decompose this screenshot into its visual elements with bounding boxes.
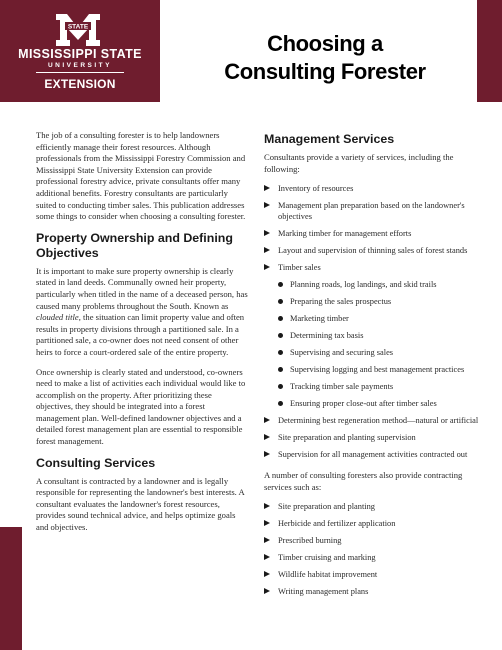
logo-mark-text: STATE xyxy=(67,23,89,31)
sub-list-item: Supervising and securing sales xyxy=(278,347,484,358)
title-line-1: Choosing a xyxy=(267,31,383,56)
triangle-bullet-icon xyxy=(264,247,270,253)
heading-property-ownership: Property Ownership and Defining Objectives xyxy=(36,230,233,260)
triangle-bullet-icon xyxy=(264,417,270,423)
list-item: Wildlife habitat improvement xyxy=(264,569,484,580)
list-item: Writing management plans xyxy=(264,586,484,597)
list-item: Management plan preparation based on the landowner's objectives xyxy=(264,200,484,222)
triangle-bullet-icon xyxy=(264,185,270,191)
heading-consulting-services: Consulting Services xyxy=(36,455,156,470)
triangle-bullet-icon xyxy=(264,503,270,509)
round-bullet-icon xyxy=(278,401,283,406)
triangle-bullet-icon xyxy=(264,537,270,543)
clouded-title-term: clouded title xyxy=(36,312,79,323)
list-item: Determining best regeneration method—natural or artificial xyxy=(264,415,484,426)
sub-list-item: Marketing timber xyxy=(278,313,484,324)
list-item: Site preparation and planting supervision xyxy=(264,432,484,443)
sub-list-item: Preparing the sales prospectus xyxy=(278,296,484,307)
msu-extension-logo xyxy=(0,0,160,102)
intro-paragraph: The job of a consulting forester is to help landowners efficiently manage their forest resources. Although professionals from the Mississippi Forestry Commission and Mississippi State University Extension can provide professional forestry advice, private consultants offer many additional benefits. Forestry consultants are particularly suited to conducting timber sales. This publication addresses some things to consider when choosing a consulting forester. xyxy=(36,130,246,222)
consulting-paragraph: A consultant is contracted by a landowner and is legally responsible for representing the landowner's best interests. A consultant evaluates the landowner's forest resources, provides sound technical advice, and helps optimize goals and objectives. xyxy=(36,475,245,533)
page-title xyxy=(190,30,460,86)
sub-list-item: Ensuring proper close-out after timber sales xyxy=(278,398,484,409)
triangle-bullet-icon xyxy=(264,434,270,440)
sub-list-item: Planning roads, log landings, and skid trails xyxy=(278,279,484,290)
sub-list-item: Supervising logging and best management practices xyxy=(278,364,484,375)
logo-university-name: MISSISSIPPI STATE xyxy=(18,47,142,61)
triangle-bullet-icon xyxy=(264,264,270,270)
round-bullet-icon xyxy=(278,282,283,287)
triangle-bullet-icon xyxy=(264,554,270,560)
sub-list-item: Tracking timber sale payments xyxy=(278,381,484,392)
list-item: Inventory of resources xyxy=(264,183,484,194)
round-bullet-icon xyxy=(278,384,283,389)
round-bullet-icon xyxy=(278,299,283,304)
left-column xyxy=(36,130,250,542)
sub-list-item: Determining tax basis xyxy=(278,330,484,341)
list-item: Layout and supervision of thinning sales of forest stands xyxy=(264,245,484,256)
msu-m-logo-icon xyxy=(53,10,103,48)
logo-extension-word: EXTENSION xyxy=(44,77,116,91)
list-item: Herbicide and fertilizer application xyxy=(264,518,484,529)
triangle-bullet-icon xyxy=(264,202,270,208)
round-bullet-icon xyxy=(278,333,283,338)
round-bullet-icon xyxy=(278,316,283,321)
management-services-list xyxy=(264,183,484,460)
list-item: Site preparation and planting xyxy=(264,501,484,512)
triangle-bullet-icon xyxy=(264,451,270,457)
logo-divider xyxy=(36,72,124,73)
property-paragraph-2: Once ownership is clearly stated and understood, co-owners need to make a list of activities each individual would like to accomplish on the property. After prioritizing these objectives, they should be integrated into a forest management plan. Well-defined landowner objectives and a detailed forest management plan are essential to responsible forest management. xyxy=(36,366,246,447)
list-item: Supervision for all management activities contracted out xyxy=(264,449,484,460)
list-item: Timber sales Planning roads, log landings, and skid trails Preparing the sales prospectus Marketing timber Determining tax basis Supervising and securing sales Supervising logging and best management practices Tracking timber sale payments Ensuring proper close-out after timber sales xyxy=(264,262,484,409)
triangle-bullet-icon xyxy=(264,571,270,577)
logo-university-word: UNIVERSITY xyxy=(47,62,112,69)
list-item: Prescribed burning xyxy=(264,535,484,546)
list-item: Marking timber for management efforts xyxy=(264,228,484,239)
title-line-2: Consulting Forester xyxy=(224,59,426,84)
round-bullet-icon xyxy=(278,367,283,372)
property-paragraph-1: It is important to make sure property ownership is clearly stated in land deeds. Communally owned heir property, particularly when titled in the name of a deceased person, has caused many problems throughout the South. Known as clouded title, the situation can limit property value and often results in property divisions through a partitioned sale. In a partitioned sale, a co-owner does not need consent of other heirs to force a court-ordered sale of the entire property. xyxy=(36,265,248,357)
right-column xyxy=(264,130,484,603)
contracting-services-list xyxy=(264,501,484,597)
timber-sales-sublist xyxy=(278,279,484,409)
header-accent-strip xyxy=(477,0,502,102)
list-item: Timber cruising and marking xyxy=(264,552,484,563)
triangle-bullet-icon xyxy=(264,588,270,594)
management-intro: Consultants provide a variety of services, including the following: xyxy=(264,152,454,174)
contracting-intro: A number of consulting foresters also provide contracting services such as: xyxy=(264,470,463,492)
footer-accent-strip xyxy=(0,527,22,650)
round-bullet-icon xyxy=(278,350,283,355)
triangle-bullet-icon xyxy=(264,520,270,526)
heading-management-services: Management Services xyxy=(264,132,395,146)
triangle-bullet-icon xyxy=(264,230,270,236)
